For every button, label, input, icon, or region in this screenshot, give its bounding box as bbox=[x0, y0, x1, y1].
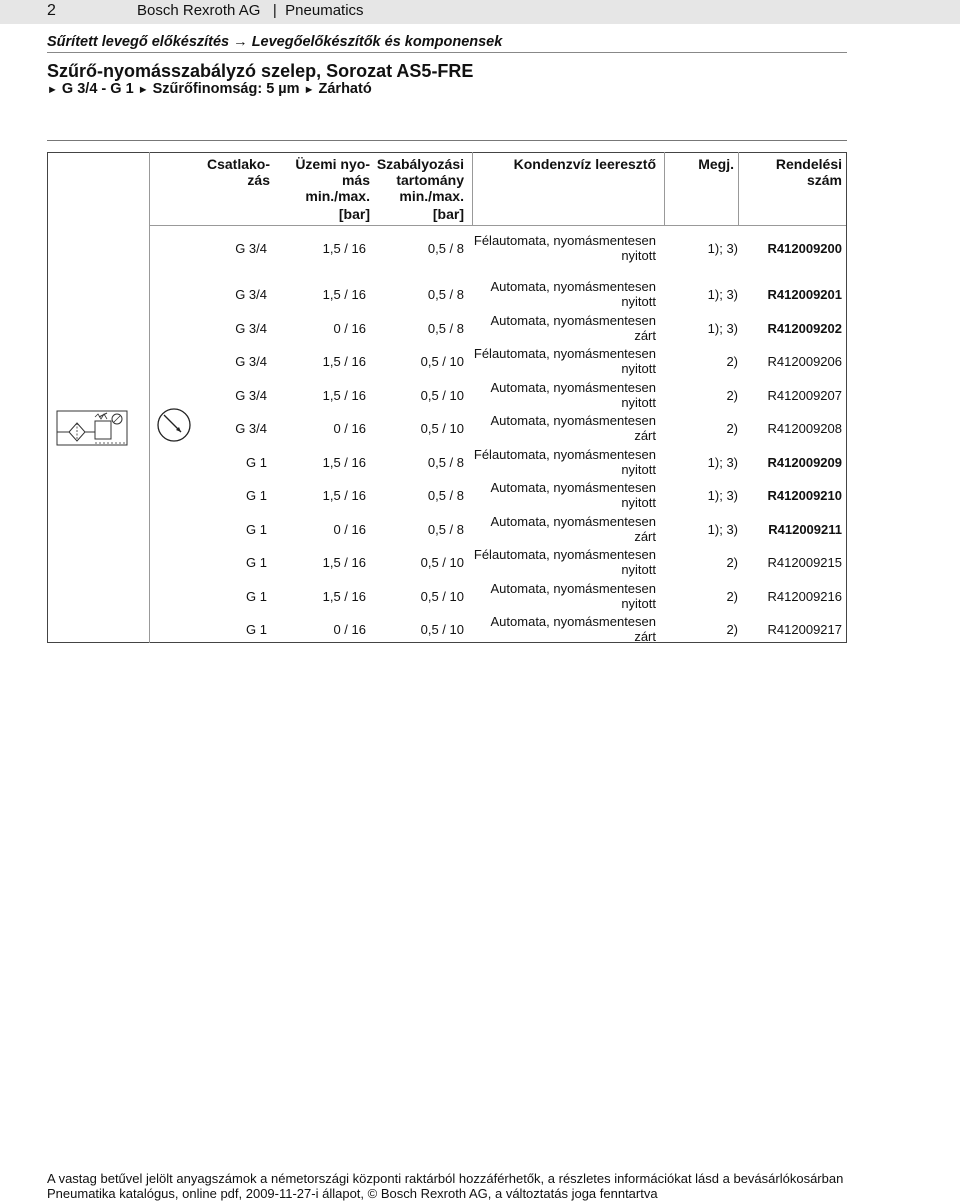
cell-drain-state: nyitott bbox=[621, 562, 656, 577]
cell-port: G 3/4 bbox=[235, 320, 267, 336]
cell-pressure: 1,5 / 16 bbox=[322, 287, 366, 302]
cell-drain: Automata, nyomásmentesen bbox=[490, 480, 656, 495]
cell-order-number: R412009202 bbox=[767, 320, 842, 336]
cell-drain-state: zárt bbox=[634, 428, 656, 443]
divider bbox=[47, 52, 847, 53]
header-port-line: zás bbox=[247, 172, 270, 188]
cell-port: G 3/4 bbox=[235, 287, 267, 302]
cell-order-number: R412009216 bbox=[767, 588, 842, 604]
header-drain: Kondenzvíz leeresztő bbox=[513, 156, 656, 172]
cell-range: 0,5 / 8 bbox=[427, 488, 464, 503]
cell-order-number: R412009200 bbox=[767, 241, 842, 256]
cell-drain: Automata, nyomásmentesen bbox=[490, 379, 656, 395]
cell-note: 2) bbox=[726, 354, 738, 369]
cell-drain-state: nyitott bbox=[621, 495, 656, 510]
cell-drain: Automata, nyomásmentesen bbox=[490, 279, 656, 294]
header-pressure bbox=[276, 156, 370, 222]
cell-note: 1); 3) bbox=[707, 488, 738, 503]
cell-range: 0,5 / 10 bbox=[420, 421, 464, 436]
subtitle-part1: Sűrített levegő előkészítés bbox=[47, 34, 230, 50]
cell-drain: Félautomata, nyomásmentesen bbox=[473, 547, 656, 562]
footer-copyright: Pneumatika katalógus, online pdf, 2009-11-27-i állapot, © Bosch Rexroth AG, a változtatás joga fenntartva bbox=[47, 1186, 658, 1201]
header-range-line: min./max. bbox=[399, 188, 464, 204]
breadcrumb-item-lockable: Zárható bbox=[318, 81, 372, 97]
cell-drain: Automata, nyomásmentesen bbox=[490, 614, 656, 629]
header-port-line: Csatlako- bbox=[206, 156, 270, 172]
cell-drain-state: nyitott bbox=[621, 394, 656, 410]
header-range-line: tartomány bbox=[396, 172, 464, 188]
cell-port: G 3/4 bbox=[235, 387, 267, 403]
marker-icon: ► bbox=[137, 84, 149, 96]
cell-port: G 1 bbox=[246, 521, 267, 537]
header-pressure-unit: [bar] bbox=[338, 206, 370, 222]
breadcrumb-item-port: G 3/4 - G 1 bbox=[61, 81, 134, 97]
cell-note: 2) bbox=[726, 622, 738, 637]
cell-note: 2) bbox=[726, 421, 738, 436]
section-subtitle bbox=[47, 34, 502, 50]
cell-range: 0,5 / 10 bbox=[420, 387, 464, 403]
cell-order-number: R412009215 bbox=[767, 555, 842, 570]
cell-port: G 1 bbox=[246, 488, 267, 503]
footer-note: A vastag betűvel jelölt anyagszámok a németországi központi raktárból hozzáférhetők, a részletes információkat lásd a bevásárlókosárban bbox=[47, 1171, 844, 1186]
cell-range: 0,5 / 8 bbox=[427, 320, 464, 336]
header-divider bbox=[149, 225, 846, 226]
header-pressure-line: Üzemi nyo- bbox=[295, 156, 370, 172]
subtitle-part2: Levegőelőkészítők és komponensek bbox=[251, 34, 503, 50]
cell-drain: Automata, nyomásmentesen bbox=[490, 513, 656, 529]
cell-pressure: 1,5 / 16 bbox=[322, 454, 366, 470]
cell-drain-state: zárt bbox=[634, 629, 656, 644]
section-name: Pneumatics bbox=[285, 2, 364, 19]
cell-order-number: R412009201 bbox=[767, 287, 842, 302]
header-separator: | bbox=[272, 2, 277, 19]
cell-drain-state: nyitott bbox=[621, 595, 656, 611]
column-divider bbox=[472, 152, 473, 225]
cell-order-number: R412009209 bbox=[767, 454, 842, 470]
cell-range: 0,5 / 10 bbox=[420, 354, 464, 369]
cell-note: 1); 3) bbox=[707, 241, 738, 256]
filter-regulator-symbol-icon bbox=[55, 405, 135, 453]
page-title: Szűrő-nyomásszabályzó szelep, Sorozat AS5-FRE bbox=[47, 61, 474, 81]
cell-range: 0,5 / 8 bbox=[427, 287, 464, 302]
cell-drain-state: zárt bbox=[634, 528, 656, 544]
cell-port: G 1 bbox=[246, 555, 267, 570]
cell-pressure: 0 / 16 bbox=[333, 421, 366, 436]
marker-icon: ► bbox=[303, 84, 315, 96]
header-note: Megj. bbox=[698, 156, 734, 172]
cell-range: 0,5 / 8 bbox=[427, 454, 464, 470]
column-divider bbox=[738, 152, 739, 225]
cell-note: 2) bbox=[726, 588, 738, 604]
cell-pressure: 1,5 / 16 bbox=[322, 387, 366, 403]
cell-order-number: R412009206 bbox=[767, 354, 842, 369]
cell-port: G 1 bbox=[246, 622, 267, 637]
cell-drain: Automata, nyomásmentesen bbox=[490, 413, 656, 428]
cell-drain: Automata, nyomásmentesen bbox=[490, 312, 656, 328]
cell-drain-state: nyitott bbox=[621, 461, 656, 477]
cell-note: 1); 3) bbox=[707, 521, 738, 537]
cell-order-number: R412009217 bbox=[767, 622, 842, 637]
cell-pressure: 0 / 16 bbox=[333, 622, 366, 637]
header-order: Rendelési szám bbox=[775, 156, 842, 188]
header-pressure-line: más bbox=[341, 172, 370, 188]
cell-order-number: R412009207 bbox=[767, 387, 842, 403]
subtitle-arrow: → bbox=[233, 34, 248, 50]
cell-note: 2) bbox=[726, 387, 738, 403]
cell-pressure: 1,5 / 16 bbox=[322, 354, 366, 369]
header-company bbox=[137, 2, 364, 19]
cell-pressure: 1,5 / 16 bbox=[322, 241, 366, 256]
cell-drain: Félautomata, nyomásmentesen bbox=[473, 346, 656, 361]
header-range-line: Szabályozási bbox=[376, 156, 464, 172]
cell-port: G 1 bbox=[246, 588, 267, 604]
cell-port: G 3/4 bbox=[235, 241, 267, 256]
cell-range: 0,5 / 10 bbox=[420, 588, 464, 604]
cell-pressure: 0 / 16 bbox=[333, 521, 366, 537]
cell-pressure: 0 / 16 bbox=[333, 320, 366, 336]
header-range-unit: [bar] bbox=[432, 206, 464, 222]
cell-order-number: R412009211 bbox=[768, 521, 842, 537]
cell-pressure: 1,5 / 16 bbox=[322, 488, 366, 503]
cell-port: G 3/4 bbox=[235, 354, 267, 369]
cell-pressure: 1,5 / 16 bbox=[322, 588, 366, 604]
header-range bbox=[370, 156, 464, 222]
header-port bbox=[160, 156, 270, 188]
cell-drain-state: nyitott bbox=[621, 294, 656, 309]
cell-drain: Automata, nyomásmentesen bbox=[490, 580, 656, 596]
page-header-bar bbox=[0, 0, 960, 24]
breadcrumb bbox=[47, 81, 372, 97]
cell-range: 0,5 / 10 bbox=[420, 555, 464, 570]
cell-drain-state: zárt bbox=[634, 327, 656, 343]
breadcrumb-item-filter: Szűrőfinomság: 5 µm bbox=[152, 81, 300, 97]
divider bbox=[47, 140, 847, 141]
cell-drain-state: nyitott bbox=[621, 248, 656, 263]
company-name: Bosch Rexroth AG bbox=[137, 2, 261, 19]
cell-drain: Félautomata, nyomásmentesen bbox=[473, 446, 656, 462]
cell-order-number: R412009208 bbox=[767, 421, 842, 436]
cell-drain: Félautomata, nyomásmentesen bbox=[473, 233, 656, 248]
header-pressure-line: min./max. bbox=[305, 188, 370, 204]
cell-note: 2) bbox=[726, 555, 738, 570]
cell-order-number: R412009210 bbox=[767, 488, 842, 503]
cell-port: G 1 bbox=[246, 454, 267, 470]
cell-range: 0,5 / 8 bbox=[427, 241, 464, 256]
cell-port: G 3/4 bbox=[235, 421, 267, 436]
marker-icon: ► bbox=[47, 84, 58, 96]
cell-range: 0,5 / 10 bbox=[420, 622, 464, 637]
cell-note: 1); 3) bbox=[707, 287, 738, 302]
cell-range: 0,5 / 8 bbox=[427, 521, 464, 537]
page-number: 2 bbox=[47, 2, 56, 19]
cell-drain-state: nyitott bbox=[621, 361, 656, 376]
cell-pressure: 1,5 / 16 bbox=[322, 555, 366, 570]
cell-note: 1); 3) bbox=[707, 454, 738, 470]
cell-note: 1); 3) bbox=[707, 320, 738, 336]
